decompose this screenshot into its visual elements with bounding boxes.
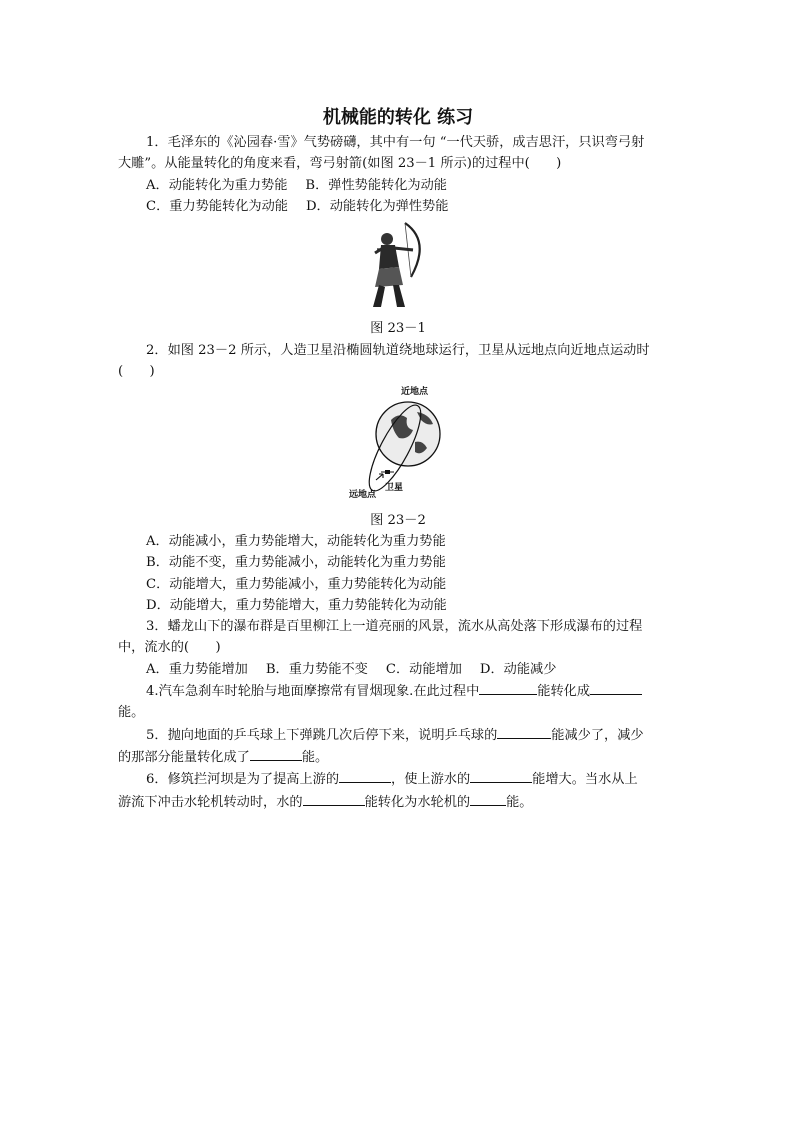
far-point-label: 远地点 [349,490,377,501]
q5-text-b: 能减少了，减少 [551,727,644,743]
q2-option-d: D．动能增大，重力势能增大，重力势能转化为动能 [146,597,447,613]
q4-blank-2[interactable] [590,680,642,695]
q6-blank-1[interactable] [339,768,391,783]
q1-stem-line1: 1．毛泽东的《沁园春·雪》气势磅礴，其中有一句 “一代天骄，成吉思汗，只识弯弓射 [146,135,645,150]
q6-text-e: 能转化为水轮机的 [364,794,471,810]
q4-text-a: 4.汽车急刹车时轮胎与地面摩擦常有冒烟现象.在此过程中 [146,684,480,700]
q1-options-row2 [118,196,678,217]
figure-23-2-caption: 图 23－2 [370,512,426,528]
satellite-figure [118,384,678,509]
q3-option-a: A．重力势能增加 [146,661,248,677]
q1-option-a: A．动能转化为重力势能 [146,177,288,193]
q6-blank-3[interactable] [303,791,365,806]
q3-option-c: C．动能增加 [385,661,462,677]
q6-text-f: 能。 [506,794,533,810]
q2-option-a: A．动能减小，重力势能增大，动能转化为重力势能 [146,533,446,549]
q4-blank-1[interactable] [479,680,537,695]
satellite-orbit-diagram [343,384,453,502]
q4-text-b: 能转化成 [537,684,591,700]
q3-options-row [118,659,678,680]
q6-text-d: 游流下冲击水轮机转动时，水的 [118,794,303,810]
q1-option-c: C．重力势能转化为动能 [146,198,288,214]
q5-line1 [118,724,678,746]
q6-blank-2[interactable] [470,768,532,783]
q3-stem-line1: 3．蟠龙山下的瀑布群是百里柳江上一道亮丽的风景，流水从高处落下形成瀑布的过程 [146,619,643,635]
q1-stem-line2: 大雕”。从能量转化的角度来看，弯弓射箭(如图 23－1 所示)的过程中( ) [118,156,562,172]
q3-option-b: B．重力势能不变 [265,661,368,677]
q3-stem-line2: 中，流水的( ) [118,640,221,656]
q3-option-d: D．动能减少 [479,661,557,677]
q4-line1 [118,680,678,702]
q2-option-c: C．动能增大，重力势能减小，重力势能转化为动能 [146,576,447,592]
q6-line2 [118,791,678,813]
q6-line1 [118,768,678,790]
q6-blank-4[interactable] [470,791,506,806]
q5-blank-2[interactable] [250,746,302,761]
q5-text-d: 能。 [301,749,329,765]
q1-option-d: D．动能转化为弹性势能 [305,198,449,214]
q2-stem-line1: 2．如图 23－2 所示，人造卫星沿椭圆轨道绕地球运行，卫星从远地点向近地点运动时 [146,342,650,358]
q5-line2 [118,746,678,768]
q4-line2: 能。 [118,705,145,721]
q1-option-b: B．弹性势能转化为动能 [305,177,447,193]
q5-text-c: 的那部分能量转化成了 [118,749,250,765]
orbit-direction-arrow-icon [376,474,383,480]
near-point-label: 近地点 [401,387,429,398]
satellite-label: 卫星 [385,483,404,494]
q6-text-a: 6．修筑拦河坝是为了提高上游的 [146,772,340,788]
page-title: 机械能的转化 练习 [322,107,474,128]
worksheet [118,106,678,813]
q6-text-b: ，使上游水的 [391,772,471,788]
q5-blank-1[interactable] [497,724,551,739]
archer-figure [118,219,678,318]
q6-text-c: 能增大。当水从上 [532,772,638,788]
figure-23-1-caption: 图 23－1 [370,321,426,337]
q2-stem-line2: ( ) [118,364,155,380]
q5-text-a: 5．抛向地面的乒乓球上下弹跳几次后停下来，说明乒乓球的 [146,727,498,743]
q1-options-row1 [118,175,678,196]
archer-illustration [363,219,433,311]
q2-option-b: B．动能不变，重力势能减小，动能转化为重力势能 [146,555,446,571]
